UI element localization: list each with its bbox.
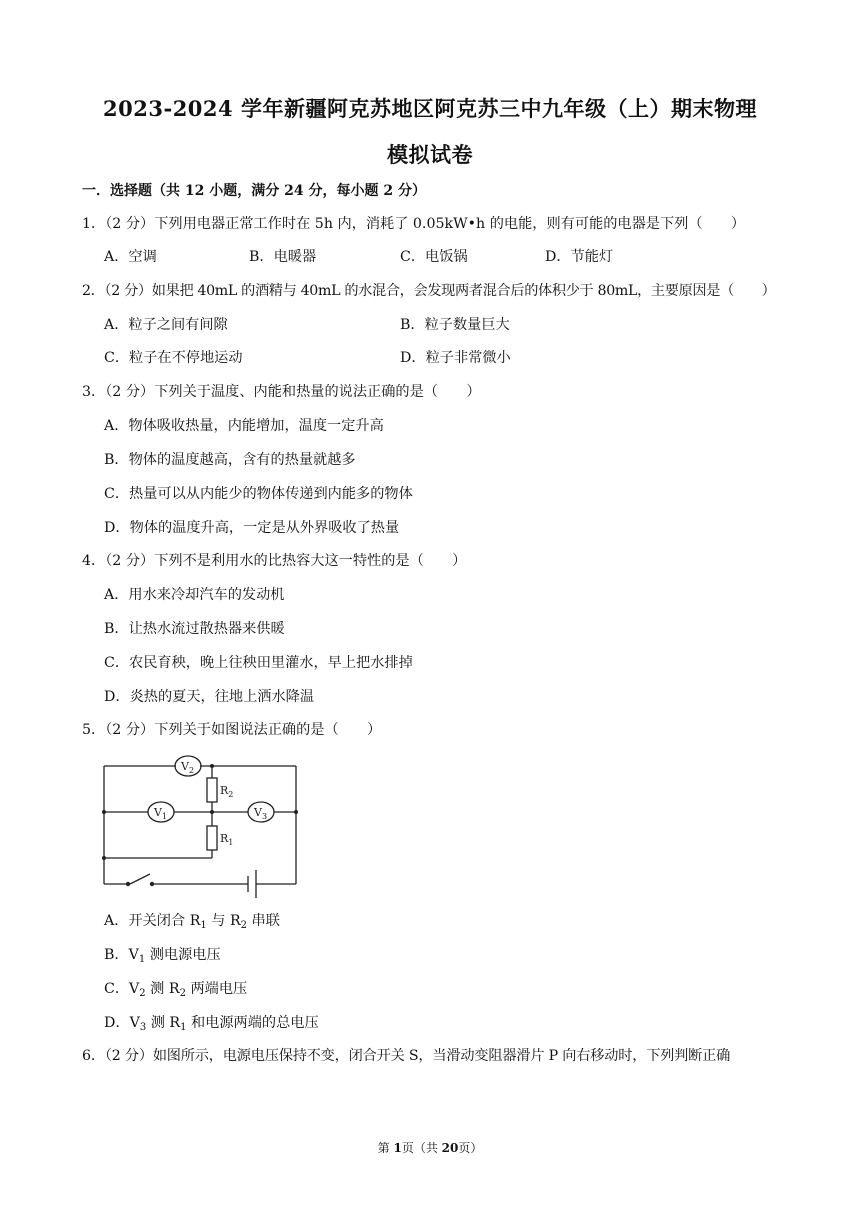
exam-title-line2: 模拟试卷	[387, 142, 473, 167]
question-4-option-b: B．让热水流过散热器来供暖	[104, 621, 285, 637]
question-3-stem: 3．（2 分）下列关于温度、内能和热量的说法正确的是（ ）	[82, 384, 481, 400]
question-4-option-d: D．炎热的夏天，往地上洒水降温	[104, 689, 315, 705]
question-1-stem: 1．（2 分）下列用电器正常工作时在 5h 内，消耗了 0.05kW•h 的电能，则有可能的电器是下列（ ）	[82, 216, 746, 232]
question-4-stem: 4．（2 分）下列不是利用水的比热容大这一特性的是（ ）	[82, 553, 467, 569]
question-1-option-a: A．空调	[104, 249, 157, 265]
question-4-option-c: C．农民育秧，晚上往秧田里灌水，早上把水排掉	[104, 655, 413, 671]
question-2-option-d: D．粒子非常微小	[400, 350, 511, 366]
question-3-option-a: A．物体吸收热量，内能增加，温度一定升高	[104, 418, 384, 434]
question-3-option-d: D．物体的温度升高，一定是从外界吸收了热量	[104, 520, 400, 536]
question-5-option-a: A．开关闭合 $R_1$ 与 $R_2$ 串联	[104, 913, 280, 931]
question-1-option-d: D．节能灯	[545, 249, 614, 265]
question-5-stem: 5．（2 分）下列关于如图说法正确的是（ ）	[82, 722, 382, 738]
question-1-option-b: B．电暖器	[249, 249, 317, 265]
question-5-option-c: C．$V_2$ 测 $R_2$ 两端电压	[104, 981, 248, 999]
question-4-option-a: A．用水来冷却汽车的发动机	[104, 587, 285, 603]
meter-v2-label: $V_2$	[181, 760, 195, 775]
question-1-option-c: C．电饭锅	[400, 249, 468, 265]
meter-v1-label: $V_1$	[154, 806, 168, 821]
question-3-option-b: B．物体的温度越高，含有的热量就越多	[104, 452, 356, 468]
question-3-option-c: C．热量可以从内能少的物体传递到内能多的物体	[104, 486, 413, 502]
page-footer: 第 1页（共 20页）	[377, 1141, 483, 1155]
exam-title-line1: 2023-2024 学年新疆阿克苏地区阿克苏三中九年级（上）期末物理	[103, 96, 757, 121]
question-2-option-b: B．粒子数量巨大	[400, 317, 510, 333]
section-heading: 一．选择题（共 12 小题，满分 24 分，每小题 2 分）	[82, 183, 426, 199]
meter-v3-label: $V_3$	[254, 806, 268, 821]
resistor-r2-label: $R_2$	[220, 784, 234, 799]
question-6-stem: 6．（2 分）如图所示，电源电压保持不变，闭合开关 S，当滑动变阻器滑片 P 向右移动时，下列判断正确	[82, 1048, 731, 1064]
question-5-option-d: D．$V_3$ 测 $R_1$ 和电源两端的总电压	[104, 1015, 319, 1033]
question-2-stem: 2．（2 分）如果把 40mL 的酒精与 40mL 的水混合，会发现两者混合后的体积少于 80mL，主要原因是（ ）	[82, 283, 776, 299]
resistor-r1-label: $R_1$	[220, 832, 234, 847]
question-2-option-a: A．粒子之间有间隙	[104, 317, 228, 333]
question-2-option-c: C．粒子在不停地运动	[104, 350, 243, 366]
question-5-option-b: B．$V_1$ 测电源电压	[104, 947, 221, 965]
circuit-diagram	[96, 748, 306, 898]
